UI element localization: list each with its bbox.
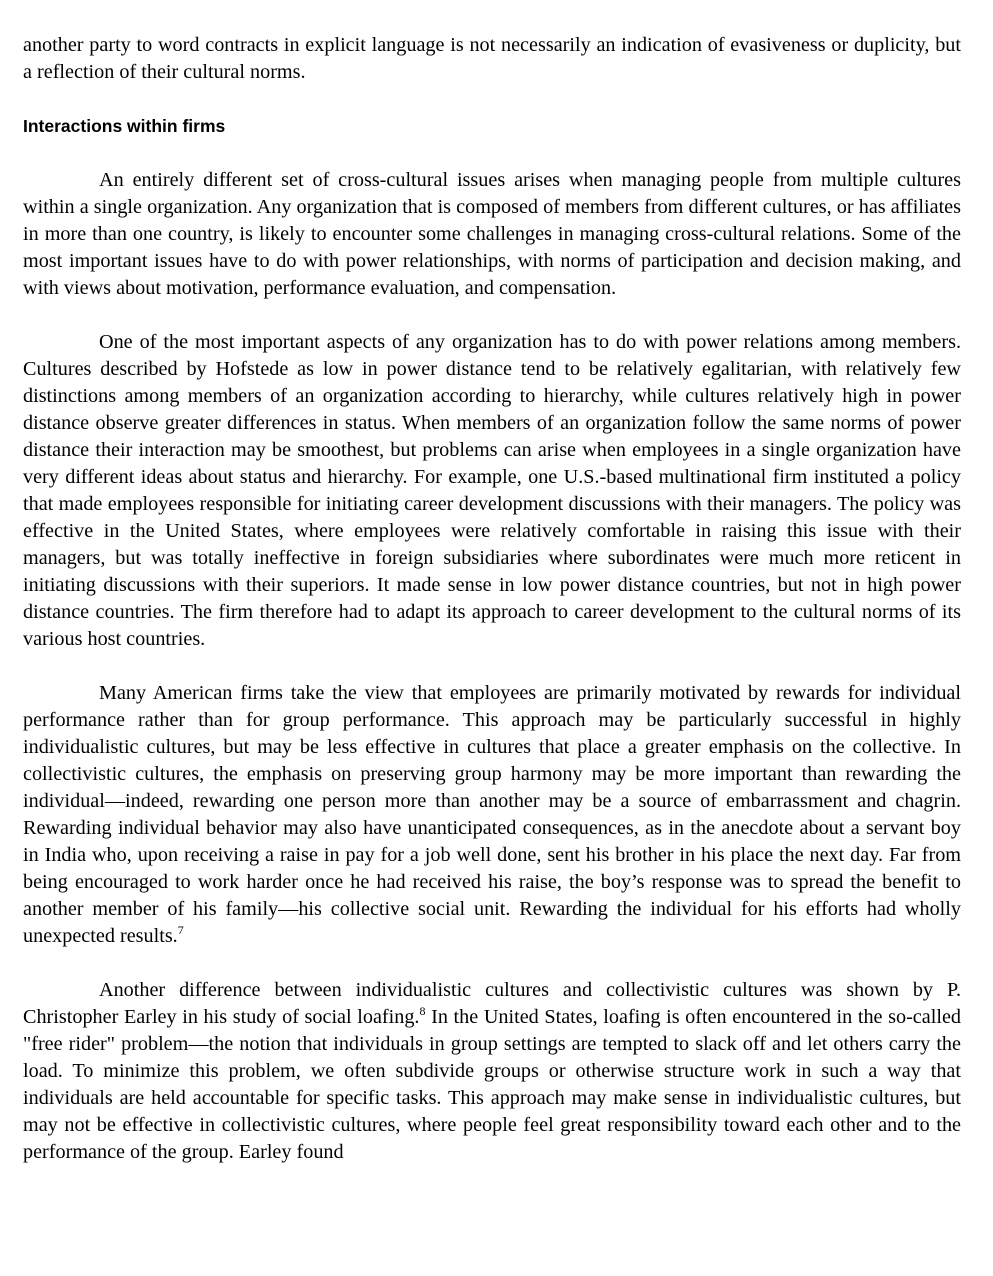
footnote-marker-7: 7 (177, 923, 184, 937)
section-heading: Interactions within firms (23, 116, 226, 136)
paragraph-social-loafing-text-b: In the United States, loafing is often encountered in the so-called "free rider" problem—the notion that individuals in group settings are tempted to slack off and let others carry the load. To minimize this problem, we often subdivide groups or otherwise structure work in such a way that individuals are held accountable for specific tasks. This approach may make sense in individualistic cultures, but may not be effective in collectivistic cultures, where people feel great responsibility toward each other and to the performance of the group. Earley found (23, 1006, 961, 1163)
document-page (23, 32, 961, 1193)
intro-paragraph: another party to word contracts in explicit language is not necessarily an indication of evasiveness or duplicity, but a reflection of their cultural norms. (23, 34, 961, 83)
paragraph-social-loafing (23, 977, 961, 1166)
paragraph-power-relations: One of the most important aspects of any organization has to do with power relations among members. Cultures described by Hofstede as low in power distance tend to be relatively egalitarian, with relatively few distinctions among members of an organization according to hierarchy, while cultures relatively high in power distance observe greater differences in status. When members of an organization follow the same norms of power distance their interaction may be smoothest, but problems can arise when employees in a single organization have very different ideas about status and hierarchy. For example, one U.S.-based multinational firm instituted a policy that made employees responsible for initiating career development discussions with their managers. The policy was effective in the United States, where employees were relatively comfortable in raising this issue with their managers, but was totally ineffective in foreign subsidiaries where subordinates were much more reticent in initiating discussions with their superiors. It made sense in low power distance countries, but not in high power distance countries. The firm therefore had to adapt its approach to career development to the cultural norms of its various host countries. (23, 331, 961, 650)
paragraph-motivation (23, 680, 961, 950)
paragraph-motivation-text: Many American firms take the view that employees are primarily motivated by rewards for individual performance rather than for group performance. This approach may be particularly successful in highly individualistic cultures, but may be less effective in cultures that place a greater emphasis on the collective. In collectivistic cultures, the emphasis on preserving group harmony may be more important than rewarding the individual—indeed, rewarding one person more than another may be a source of embarrassment and chagrin. Rewarding individual behavior may also have unanticipated consequences, as in the anecdote about a servant boy in India who, upon receiving a raise in pay for a job well done, sent his brother in his place the next day. Far from being encouraged to work harder once he had received his raise, the boy’s response was to spread the benefit to another member of his family—his collective social unit. Rewarding the individual for his efforts had wholly unexpected results. (23, 682, 961, 947)
paragraph-cross-cultural-issues: An entirely different set of cross-cultural issues arises when managing people from multiple cultures within a single organization. Any organization that is composed of members from different cultures, or has affiliates in more than one country, is likely to encounter some challenges in managing cross-cultural relations. Some of the most important issues have to do with power relationships, with norms of participation and decision making, and with views about motivation, performance evaluation, and compensation. (23, 169, 961, 299)
footnote-marker-8: 8 (419, 1004, 426, 1018)
paragraph-social-loafing-text-a: Another difference between individualistic cultures and collectivistic cultures was shown by P. Christopher Earley in his study of social loafing. (23, 979, 961, 1028)
